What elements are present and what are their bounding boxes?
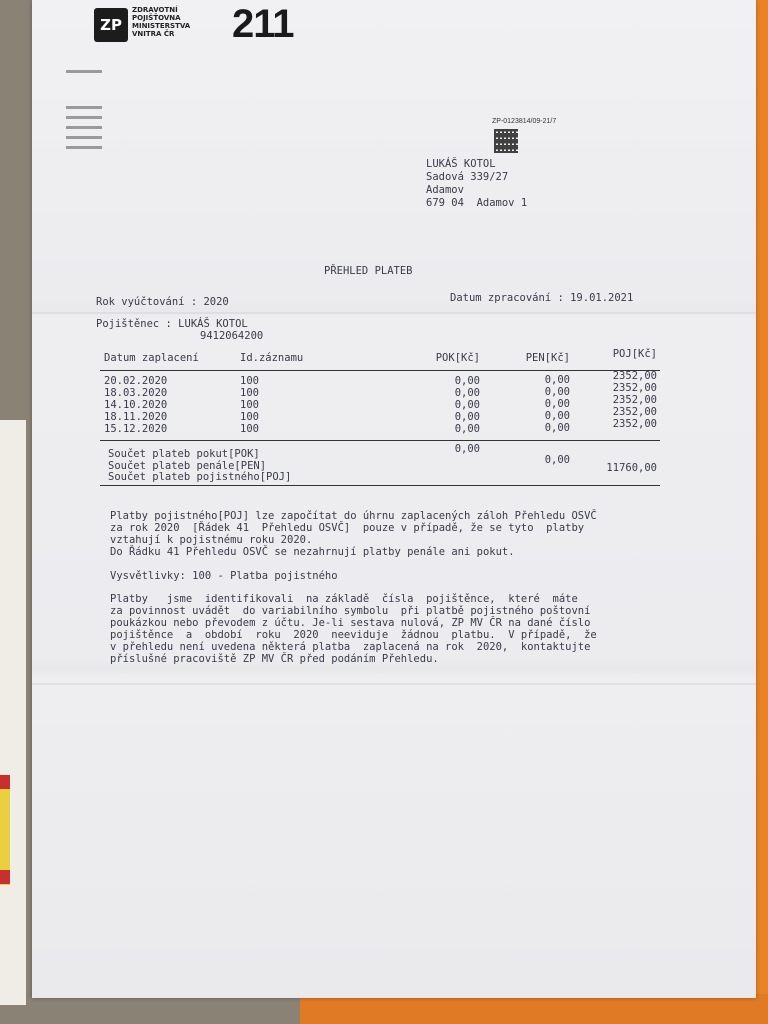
record-id: 100 bbox=[240, 399, 259, 411]
billing-year: Rok vyúčtování : 2020 bbox=[96, 296, 229, 308]
poj-amount: 2352,00 bbox=[612, 394, 657, 406]
info-line: příslušné pracoviště ZP MV ČR před podáním Přehledu. bbox=[110, 653, 439, 665]
total-poj-label: Součet plateb pojistného[POJ] bbox=[108, 471, 292, 483]
record-id: 100 bbox=[240, 375, 259, 387]
info-line: za povinnost uvádět do variabilního symbolu při platbě pojistného poštovní bbox=[110, 605, 591, 617]
note-line: za rok 2020 [Řádek 41 Přehledu OSVČ] pouze v případě, že se tyto platby bbox=[110, 522, 585, 534]
total-poj-value: 11760,00 bbox=[606, 462, 657, 474]
recipient-city: Adamov bbox=[426, 184, 464, 196]
note-line: vztahují k pojistnému roku 2020. bbox=[110, 534, 313, 546]
table-header-rule bbox=[100, 370, 660, 371]
pen-amount: 0,00 bbox=[544, 374, 570, 386]
info-line: poukázkou nebo převodem z účtu. Je-li sestava nulová, ZP MV ČR na dané číslo bbox=[110, 617, 591, 629]
payment-date: 18.03.2020 bbox=[104, 387, 168, 399]
document-title: PŘEHLED PLATEB bbox=[324, 265, 413, 277]
insurer-code: 211 bbox=[232, 2, 294, 46]
document-sheet bbox=[32, 0, 756, 998]
background-red-mark bbox=[0, 870, 10, 884]
processing-date: Datum zpracování : 19.01.2021 bbox=[450, 292, 634, 304]
info-line: Platby jsme identifikovali na základě čísla pojištěnce, které máte bbox=[110, 593, 578, 605]
total-pok-label: Součet plateb pokut[POK] bbox=[108, 448, 260, 460]
info-line: pojištěnce a období roku 2020 neeviduje žádnou platbu. V případě, že bbox=[110, 629, 597, 641]
insurer-name bbox=[132, 6, 232, 38]
legend: Vysvětlivky: 100 - Platba pojistného bbox=[110, 570, 338, 582]
table-body-rule bbox=[100, 440, 660, 441]
pen-amount: 0,00 bbox=[544, 398, 570, 410]
recipient-zip: 679 04 Adamov 1 bbox=[426, 197, 528, 209]
record-id: 100 bbox=[240, 423, 259, 435]
note-line: Do Řádku 41 Přehledu OSVČ se nezahrnují platby penále ani pokut. bbox=[110, 546, 515, 558]
document-reference: ZP-0123814/09-21/7 bbox=[492, 118, 557, 125]
margin-mark bbox=[66, 70, 102, 73]
qr-code-icon bbox=[494, 129, 518, 153]
pok-amount: 0,00 bbox=[454, 423, 480, 435]
payment-date: 14.10.2020 bbox=[104, 399, 168, 411]
payment-date: 18.11.2020 bbox=[104, 411, 168, 423]
background-stripe bbox=[0, 775, 10, 885]
background-paper-edge bbox=[0, 420, 26, 1005]
pen-amount: 0,00 bbox=[544, 410, 570, 422]
info-line: v přehledu není uvedena některá platba zaplacená na rok 2020, kontaktujte bbox=[110, 641, 591, 653]
recipient-street: Sadová 339/27 bbox=[426, 171, 509, 183]
recipient-name: LUKÁŠ KOTOL bbox=[426, 158, 496, 170]
margin-mark bbox=[66, 106, 102, 109]
margin-mark bbox=[66, 136, 102, 139]
fold-line bbox=[32, 312, 756, 314]
logo-line: ZDRAVOTNÍ bbox=[132, 6, 178, 14]
note-line: Platby pojistného[POJ] lze započítat do úhrnu zaplacených záloh Přehledu OSVČ bbox=[110, 510, 597, 522]
insured-number: 9412064200 bbox=[200, 330, 264, 342]
pen-amount: 0,00 bbox=[544, 422, 570, 434]
background-red-mark bbox=[0, 775, 10, 789]
pok-amount: 0,00 bbox=[454, 411, 480, 423]
poj-amount: 2352,00 bbox=[612, 418, 657, 430]
pen-amount: 0,00 bbox=[544, 386, 570, 398]
payment-date: 15.12.2020 bbox=[104, 423, 168, 435]
pok-amount: 0,00 bbox=[454, 399, 480, 411]
logo-line: MINISTERSTVA bbox=[132, 22, 191, 30]
column-header-pen: PEN[Kč] bbox=[525, 352, 570, 364]
pok-amount: 0,00 bbox=[454, 387, 480, 399]
total-pen-value: 0,00 bbox=[544, 454, 570, 466]
insured-person: Pojištěnec : LUKÁŠ KOTOL bbox=[96, 318, 248, 330]
pok-amount: 0,00 bbox=[454, 375, 480, 387]
insurer-logo-icon: ZP bbox=[94, 8, 128, 42]
payment-date: 20.02.2020 bbox=[104, 375, 168, 387]
margin-mark bbox=[66, 146, 102, 149]
column-header-date: Datum zaplacení bbox=[104, 352, 199, 364]
column-header-pok: POK[Kč] bbox=[435, 352, 480, 364]
logo-line: POJIŠŤOVNA bbox=[132, 14, 181, 22]
fold-line bbox=[32, 683, 756, 685]
logo-line: VNITRA ČR bbox=[132, 30, 175, 38]
record-id: 100 bbox=[240, 387, 259, 399]
record-id: 100 bbox=[240, 411, 259, 423]
poj-amount: 2352,00 bbox=[612, 406, 657, 418]
totals-rule bbox=[100, 485, 660, 486]
margin-mark bbox=[66, 126, 102, 129]
column-header-poj: POJ[Kč] bbox=[612, 348, 657, 360]
margin-mark bbox=[66, 116, 102, 119]
poj-amount: 2352,00 bbox=[612, 382, 657, 394]
background-orange-bottom bbox=[300, 994, 768, 1024]
column-header-record: Id.záznamu bbox=[240, 352, 304, 364]
poj-amount: 2352,00 bbox=[612, 370, 657, 382]
total-pen-label: Součet plateb penále[PEN] bbox=[108, 460, 267, 472]
total-pok-value: 0,00 bbox=[454, 443, 480, 455]
